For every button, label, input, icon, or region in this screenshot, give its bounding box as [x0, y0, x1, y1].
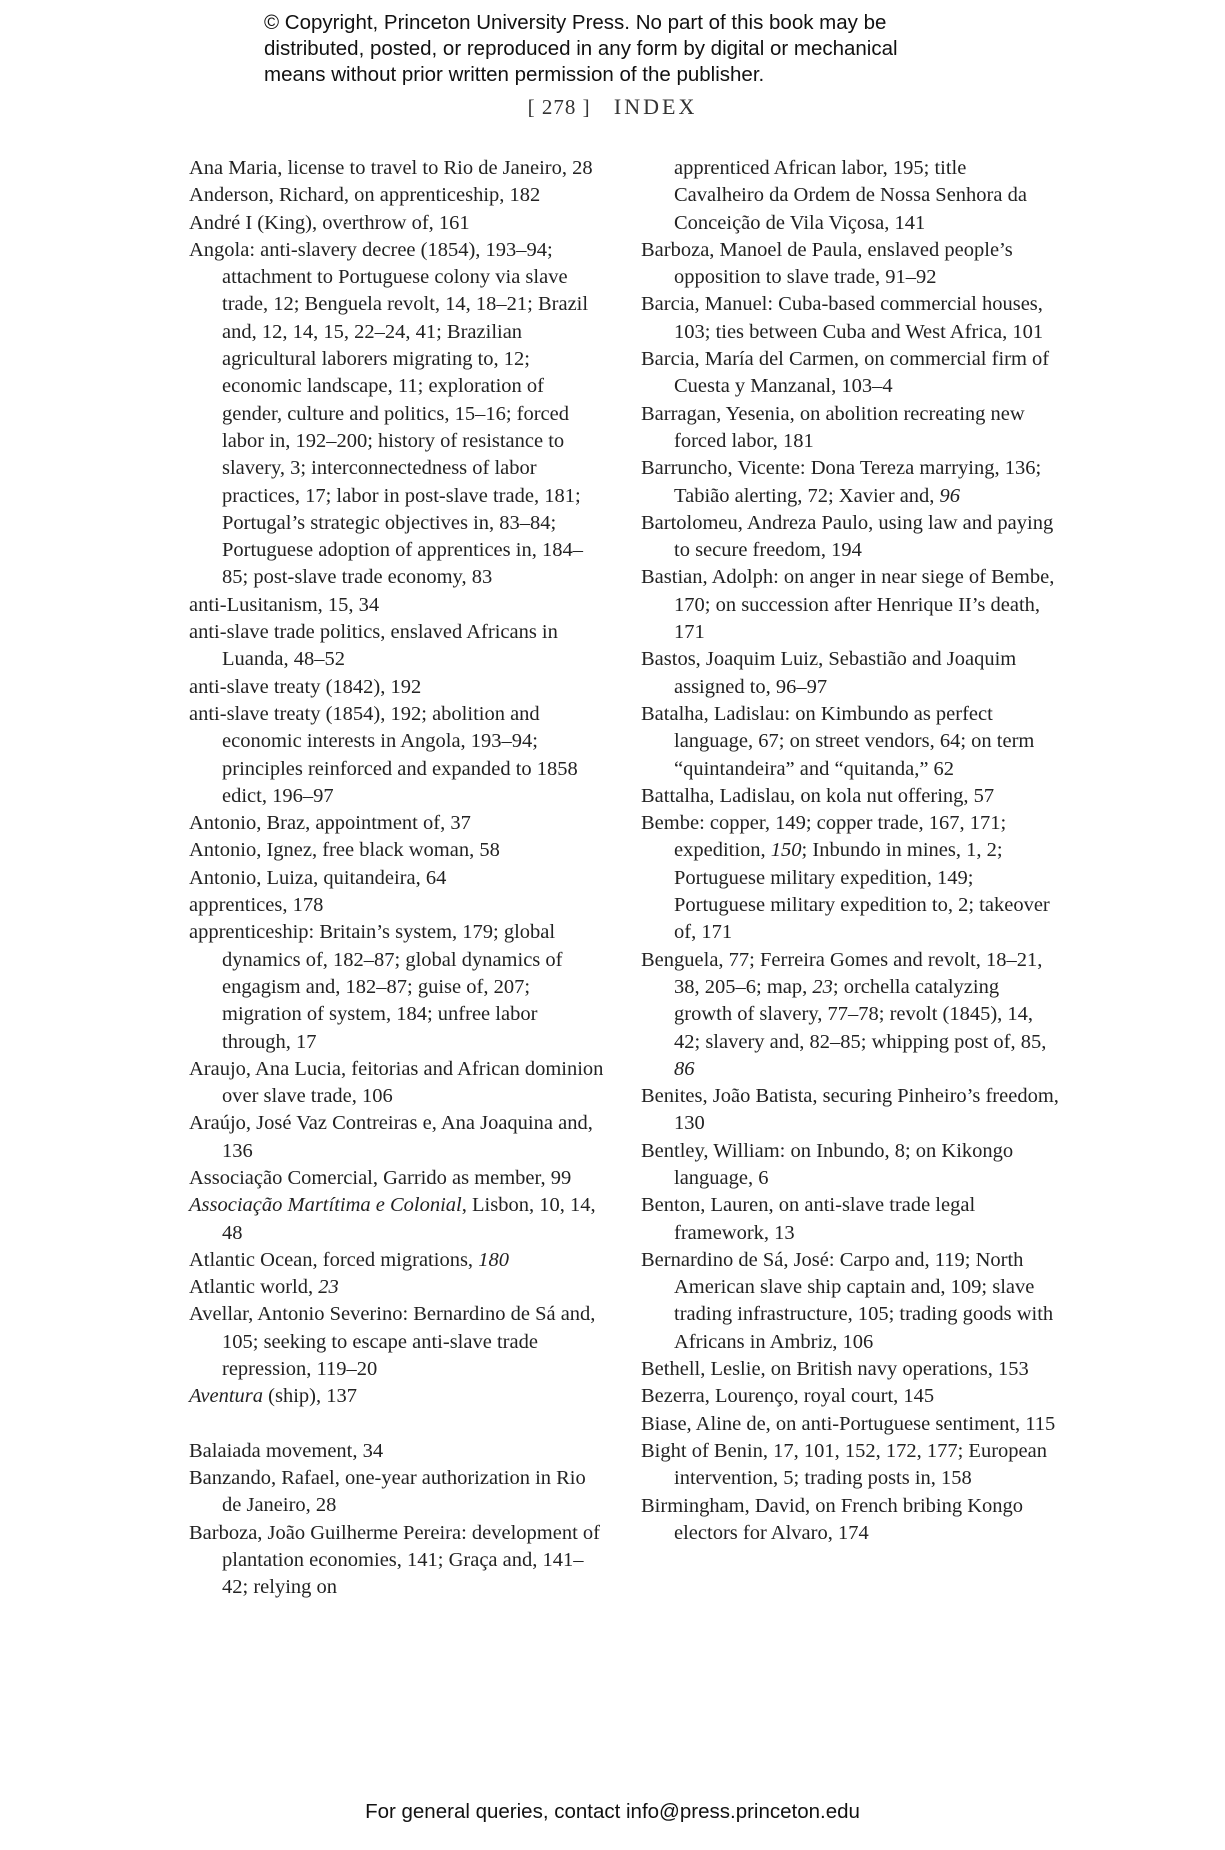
page-number: [ 278 ] — [527, 95, 591, 119]
index-entry — [189, 1247, 609, 1274]
copyright-notice — [264, 10, 1024, 88]
index-entry: Bentley, William: on Inbundo, 8; on Kikongo language, 6 — [641, 1139, 1014, 1189]
index-entry: Angola: anti-slavery decree (1854), 193–94; attachment to Portuguese colony via slave trade, 12; Benguela revolt, 14, 18–21; Brazil and, 12, 14, 15, 22–24, 41; Brazilian agricultural laborers migrating to, 12; economic landscape, 11; exploration of gender, culture and politics, 15–16; forced labor in, 192–200; history of resistance to slavery, 3; interconnectedness of labor practices, 17; labor in post-slave trade, 181; Portugal’s strategic objectives in, 83–84; Portuguese adoption of apprentices in, 184–85; post-slave trade economy, 83 — [189, 238, 589, 589]
copyright-line: distributed, posted, or reproduced in any form by digital or mechanical — [264, 37, 898, 60]
index-entry: Antonio, Luiza, quitandeira, 64 — [189, 866, 447, 889]
italic-page-ref: 23 — [812, 975, 833, 998]
entry-text: Bembe: copper, 149; copper trade, 167, 171; expedition, — [641, 812, 1007, 862]
running-head — [0, 94, 1225, 120]
index-entry: Bartolomeu, Andreza Paulo, using law and paying to secure freedom, 194 — [641, 511, 1054, 562]
index-entry: anti-slave treaty (1842), 192 — [189, 675, 422, 698]
index-entry: Bezerra, Lourenço, royal court, 145 — [641, 1385, 935, 1408]
index-entry: Bethell, Leslie, on British navy operations, 153 — [641, 1358, 1029, 1381]
index-entry: Barboza, João Guilherme Pereira: development of plantation economies, 141; Graça and, 141–42; relying on — [189, 1521, 600, 1599]
italic-title: Associação Martítima e Colonial — [189, 1194, 462, 1217]
entry-text: (ship), 137 — [263, 1385, 357, 1408]
section-title: INDEX — [613, 94, 698, 119]
index-entry: anti-Lusitanism, 15, 34 — [189, 593, 380, 616]
index-entry: Batalha, Ladislau: on Kimbundo as perfect language, 67; on street vendors, 64; on term “quintandeira” and “quitanda,” 62 — [641, 702, 1035, 780]
index-entry: Benton, Lauren, on anti-slave trade legal framework, 13 — [641, 1194, 976, 1244]
italic-title: Aventura — [189, 1385, 264, 1408]
index-entry: Biase, Aline de, on anti-Portuguese sentiment, 115 — [641, 1412, 1056, 1435]
copyright-line: © Copyright, Princeton University Press. No part of this book may be — [264, 11, 887, 34]
index-entry — [189, 1383, 609, 1410]
index-entry: Balaiada movement, 34 — [189, 1439, 384, 1462]
index-entry: anti-slave treaty (1854), 192; abolition and economic interests in Angola, 193–94; principles reinforced and expanded to 1858 edict, 196–97 — [189, 702, 578, 807]
entry-text: Benguela, 77; Ferreira Gomes and revolt, 18–21, 38, 205–6; map, — [641, 948, 1043, 998]
index-entry: Bight of Benin, 17, 101, 152, 172, 177; European intervention, 5; trading posts in, 158 — [641, 1439, 1047, 1490]
index-entry: Avellar, Antonio Severino: Bernardino de Sá and, 105; seeking to escape anti-slave trade repression, 119–20 — [189, 1303, 596, 1381]
italic-page-ref: 23 — [318, 1276, 339, 1299]
index-entry: Barcia, María del Carmen, on commercial firm of Cuesta y Manzanal, 103–4 — [641, 348, 1050, 398]
index-entry: Bernardino de Sá, José: Carpo and, 119; North American slave ship captain and, 109; slave trading infrastructure, 105; trading goods with Africans in Ambriz, 106 — [641, 1248, 1054, 1353]
index-entry — [641, 947, 1061, 1083]
index-entry: apprenticeship: Britain’s system, 179; global dynamics of, 182–87; global dynamics of engagism and, 182–87; guise of, 207; migration of system, 184; unfree labor through, 17 — [189, 921, 563, 1053]
index-entry: Benites, João Batista, securing Pinheiro’s freedom, 130 — [641, 1085, 1059, 1135]
index-entry — [189, 1274, 609, 1301]
index-entry — [641, 810, 1061, 946]
index-entry: Araújo, José Vaz Contreiras e, Ana Joaquina and, 136 — [189, 1112, 593, 1162]
index-column-left — [189, 155, 609, 1601]
italic-page-ref: 96 — [939, 484, 961, 507]
entry-text: Atlantic world, — [189, 1276, 319, 1299]
index-entry: Barboza, Manoel de Paula, enslaved people’s opposition to slave trade, 91–92 — [641, 238, 1013, 289]
index-entry — [189, 1192, 609, 1247]
index-entry: Bastos, Joaquim Luiz, Sebastião and Joaquim assigned to, 96–97 — [641, 648, 1017, 698]
index-entry: Banzando, Rafael, one-year authorization in Rio de Janeiro, 28 — [189, 1466, 586, 1517]
copyright-line: means without prior written permission of the publisher. — [264, 63, 765, 86]
index-entry: Araujo, Ana Lucia, feitorias and African dominion over slave trade, 106 — [189, 1057, 604, 1108]
index-entry: Associação Comercial, Garrido as member, 99 — [189, 1166, 572, 1189]
letter-group-gap — [189, 1411, 609, 1438]
italic-page-ref: 86 — [674, 1057, 695, 1080]
index-entry: Barragan, Yesenia, on abolition recreating new forced labor, 181 — [641, 402, 1025, 452]
index-entry: anti-slave trade politics, enslaved Africans in Luanda, 48–52 — [189, 621, 558, 671]
index-entry: André I (King), overthrow of, 161 — [189, 211, 470, 234]
index-entry: apprentices, 178 — [189, 894, 324, 917]
index-entry: Antonio, Ignez, free black woman, 58 — [189, 839, 500, 862]
entry-text: Atlantic Ocean, forced migrations, — [189, 1248, 479, 1271]
entry-text: Barruncho, Vicente: Dona Tereza marrying, 136; Tabião alerting, 72; Xavier and, — [641, 457, 1042, 507]
contact-footer: For general queries, contact info@press.princeton.edu — [365, 1800, 860, 1823]
index-column-right — [641, 155, 1061, 1547]
index-entry: Antonio, Braz, appointment of, 37 — [189, 812, 471, 835]
entry-text: ; Inbundo in mines, 1, 2; Portuguese military expedition, 149; Portuguese military expedition to, 2; takeover of, 171 — [674, 839, 1050, 944]
entry-text: , Lisbon, 10, 14, 48 — [222, 1194, 596, 1244]
index-entry: Anderson, Richard, on apprenticeship, 182 — [189, 184, 541, 207]
index-entry-continued: apprenticed African labor, 195; title Cavalheiro da Ordem de Nossa Senhora da Conceição de Vila Viçosa, 141 — [674, 157, 1027, 234]
index-entry: Ana Maria, license to travel to Rio de Janeiro, 28 — [189, 157, 593, 179]
index-entry: Bastian, Adolph: on anger in near siege of Bembe, 170; on succession after Henrique II’s death, 171 — [641, 566, 1055, 644]
index-entry: Barcia, Manuel: Cuba-based commercial houses, 103; ties between Cuba and West Africa, 101 — [641, 293, 1044, 343]
index-entry: Birmingham, David, on French bribing Kongo electors for Alvaro, 174 — [641, 1494, 1024, 1544]
entry-text: ; orchella catalyzing growth of slavery, 77–78; revolt (1845), 14, 42; slavery and, 82–85; whipping post of, 85, — [674, 975, 1047, 1053]
italic-page-ref: 180 — [478, 1248, 509, 1271]
index-entry — [641, 455, 1061, 510]
index-entry: Battalha, Ladislau, on kola nut offering, 57 — [641, 784, 995, 807]
italic-page-ref: 150 — [770, 839, 802, 862]
